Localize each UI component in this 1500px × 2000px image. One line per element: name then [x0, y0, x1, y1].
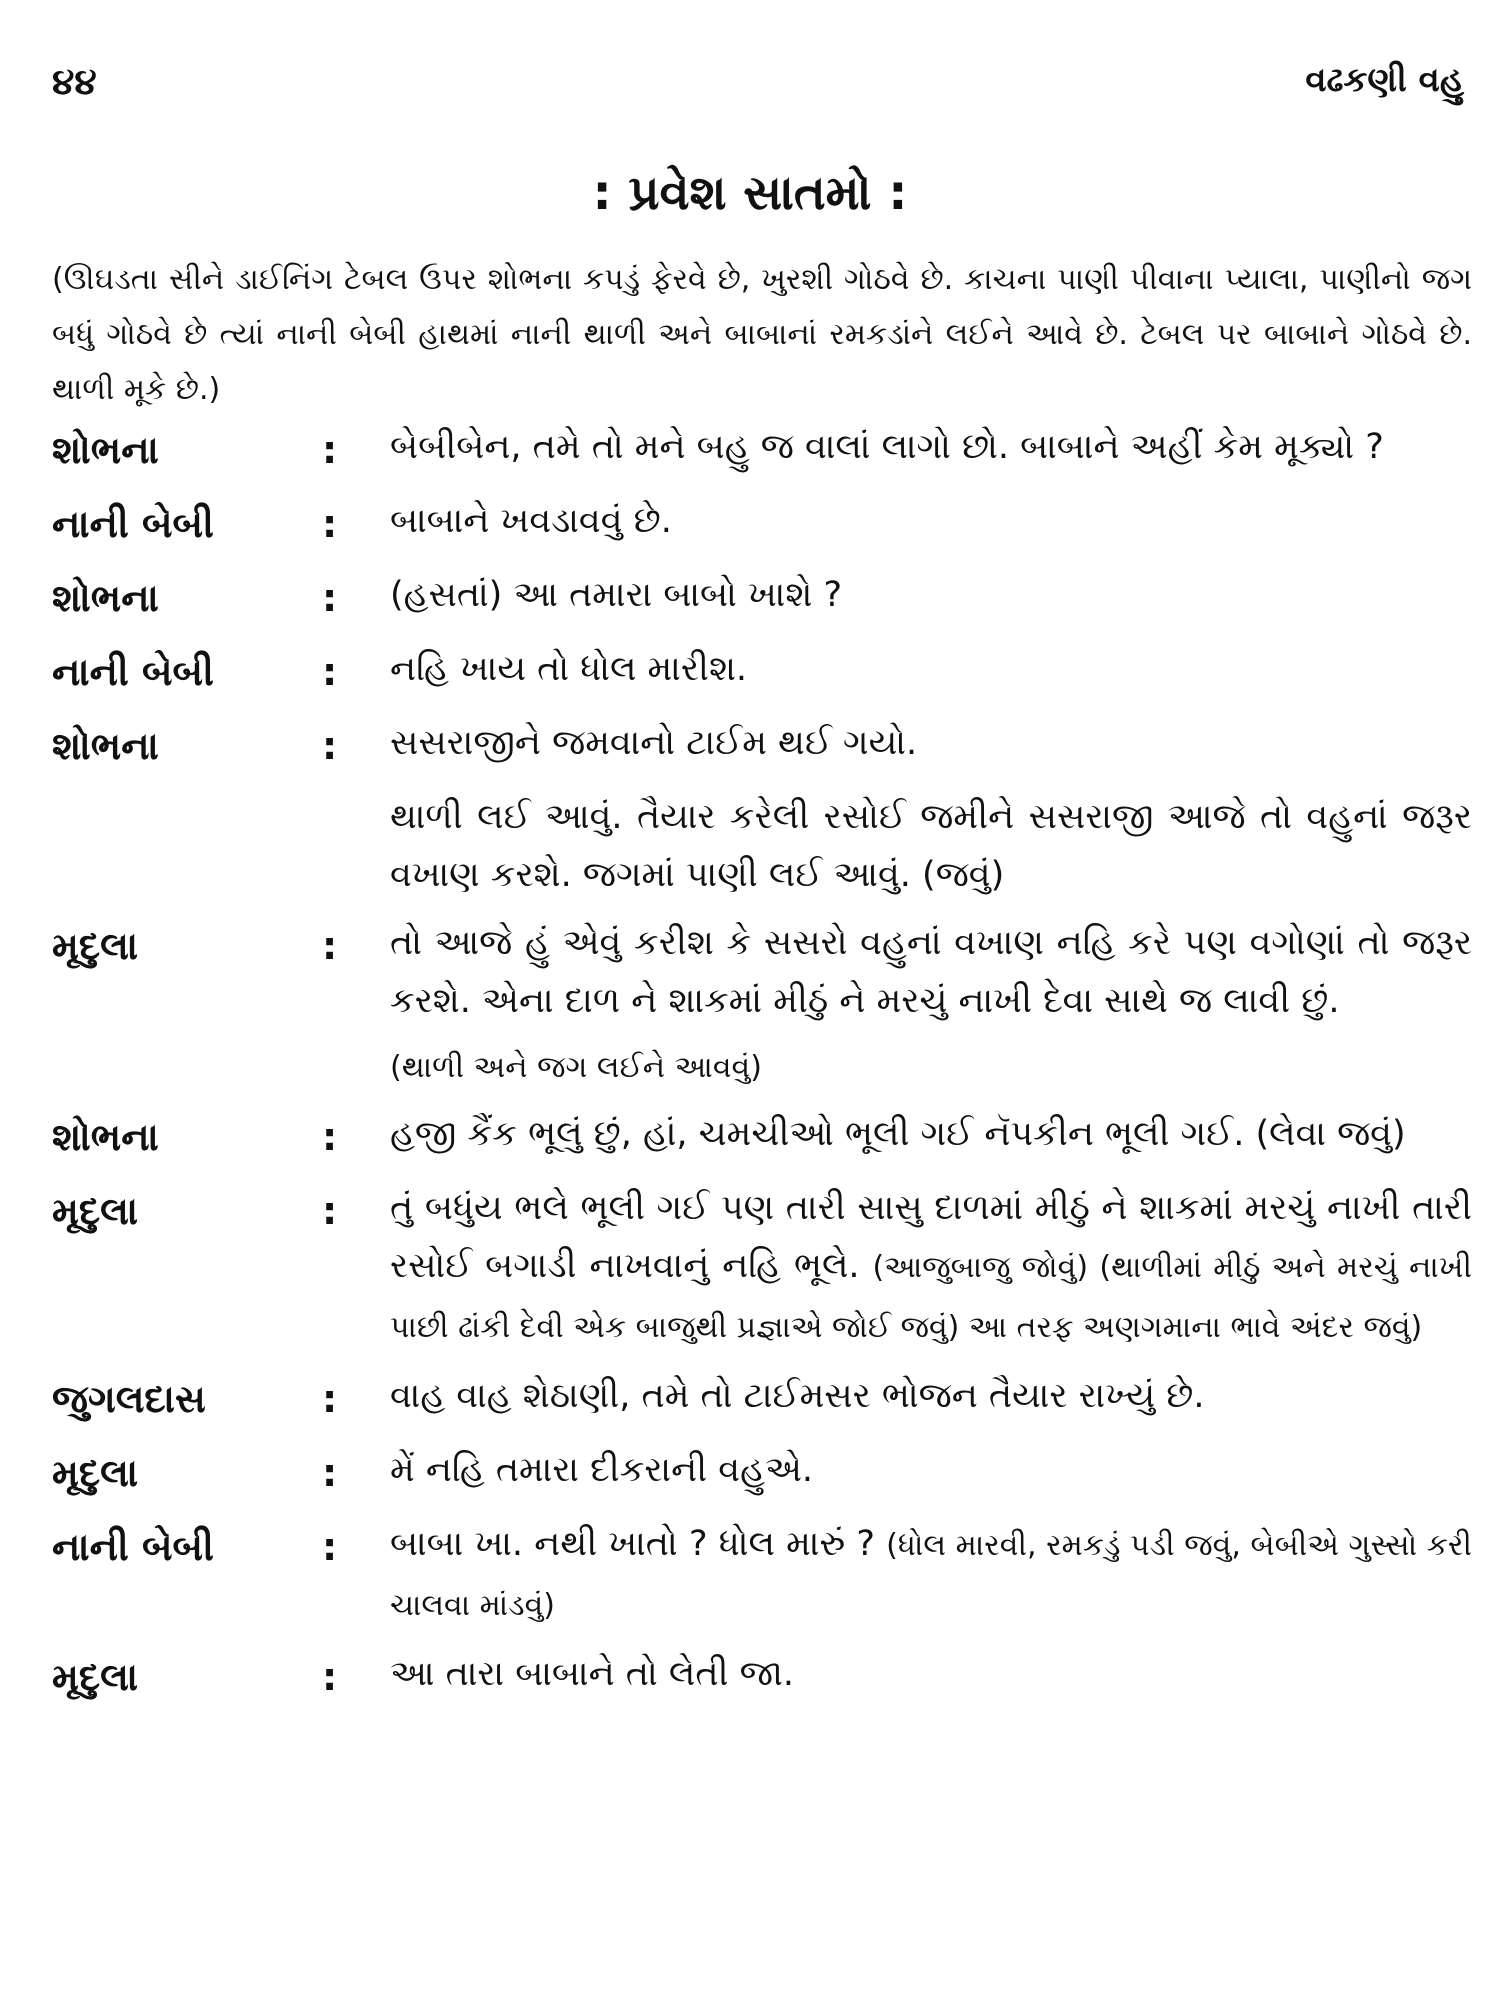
speaker-name: મૃદુલા: [52, 1655, 139, 1699]
dialogue-line: [52, 1367, 1472, 1431]
speech-text: વાહ વાહ શેઠાણી, તમે તો ટાઈમસર ભોજન તૈયાર રાખ્યું છે.: [390, 1376, 1205, 1416]
speaker-colon: :: [322, 650, 338, 694]
speaker-name: મૃદુલા: [52, 1189, 139, 1233]
speaker-name: શોભના: [52, 724, 159, 768]
speaker-colon: :: [322, 1655, 338, 1699]
speaker-name: નાની બેબી: [52, 650, 214, 694]
speaker-name: નાની બેબી: [52, 502, 214, 546]
dialogue-line: [52, 914, 1472, 1030]
speaker-colon: :: [322, 924, 338, 968]
speech-aside: (આજુબાજુ જોવું) (થાળીમાં મીઠું અને મરચું નાખી પાછી ઢાંકી દેવી એક બાજુથી પ્રજ્ઞાએ જોઈ જવું) આ તરફ અણગમાના ભાવે અંદર જવું): [390, 1250, 1472, 1345]
speaker-name: શોભના: [52, 1115, 159, 1159]
speech-text: તું બધુંય ભલે ભૂલી ગઈ પણ તારી સાસુ દાળમાં મીઠું ને શાકમાં મરચું નાખી તારી રસોઈ બગાડી નાખવાનું નહિ ભૂલે.: [390, 1188, 1472, 1286]
dialogue-line: [52, 566, 1472, 630]
dialogue-line: [52, 1179, 1472, 1357]
dialogue-line: [52, 1515, 1472, 1635]
dialogue: [52, 418, 1472, 1719]
speaker-colon: :: [322, 1525, 338, 1569]
speech-text: તો આજે હું એવું કરીશ કે સસરો વહુનાં વખાણ નહિ કરે પણ વગોણાં તો જરૂર કરશે. એના દાળ ને શાકમાં મીઠું ને મરચું નાખી દેવા સાથે જ લાવી છું.: [390, 923, 1472, 1021]
speaker-name: શોભના: [52, 576, 159, 620]
speech-text: બેબીબેન, તમે તો મને બહુ જ વાલાં લાગો છો. બાબાને અહીં કેમ મૂક્યો ?: [390, 427, 1384, 467]
speaker-colon: :: [322, 428, 338, 472]
speaker-colon: :: [322, 502, 338, 546]
speech-block: [390, 1179, 1472, 1357]
speech-continuation: થાળી લઈ આવું. તૈયાર કરેલી રસોઈ જમીને સસરાજી આજે તો વહુનાં જરૂર વખાણ કરશે. જગમાં પાણી લઈ આવું. (જવું): [390, 797, 1472, 895]
speech-text: નહિ ખાય તો ધોલ મારીશ.: [390, 649, 748, 689]
speech-text: મેં નહિ તમારા દીકરાની વહુએ.: [390, 1450, 814, 1490]
dialogue-line: [52, 1441, 1472, 1505]
speaker-colon: :: [322, 1451, 338, 1495]
speech-text: બાબાને ખવડાવવું છે.: [390, 501, 672, 541]
speaker-colon: :: [322, 1377, 338, 1421]
speaker-colon: :: [322, 1189, 338, 1233]
scene-title: : પ્રવેશ સાતમો :: [592, 165, 908, 221]
dialogue-continuation: [52, 788, 1472, 904]
speaker-name: મૃદુલા: [52, 1451, 139, 1495]
speaker-colon: :: [322, 1115, 338, 1159]
dialogue-line: [52, 640, 1472, 704]
speech-text: બાબા ખા. નથી ખાતો ? ધોલ મારું ?: [390, 1524, 875, 1564]
dialogue-line: [52, 714, 1472, 778]
speaker-colon: :: [322, 724, 338, 768]
speech-text: (હસતાં) આ તમારા બાબો ખાશે ?: [390, 575, 843, 615]
speech-text: હજી કૈંક ભૂલું છું, હાં, ચમચીઓ ભૂલી ગઈ નૅપકીન ભૂલી ગઈ. (લેવા જવું): [390, 1114, 1406, 1154]
dialogue-line: [52, 492, 1472, 556]
page-number: ૪૪: [52, 62, 97, 103]
running-head: વઢકણી વહુ: [1305, 60, 1464, 100]
speech-aside: (ધોલ મારવી, રમકડું પડી જવું, બેબીએ ગુસ્સો કરી ચાલવા માંડવું): [390, 1528, 1472, 1623]
speech-text: સસરાજીને જમવાનો ટાઈમ થઈ ગયો.: [390, 723, 918, 763]
speaker-name: જુગલદાસ: [52, 1377, 206, 1421]
inline-direction: (થાળી અને જગ લઈને આવવું): [390, 1050, 762, 1085]
speech-block: [390, 1515, 1472, 1635]
speaker-colon: :: [322, 576, 338, 620]
speaker-name: મૃદુલા: [52, 924, 139, 968]
dialogue-line: [52, 1105, 1472, 1169]
speaker-name: નાની બેબી: [52, 1525, 214, 1569]
stage-direction-line: [52, 1040, 1472, 1095]
stage-direction: (ઊઘડતા સીને ડાઈનિંગ ટેબલ ઉપર શોભના કપડું ફેરવે છે, ખુરશી ગોઠવે છે. કાચના પાણી પીવાના પ્યાલા, પાણીનો જગ બધું ગોઠવે છે ત્યાં નાની બેબી હાથમાં નાની થાળી અને બાબાનાં રમકડાંને લઈને આવે છે. ટેબલ પર બાબાને ગોઠવે છે. થાળી મૂકે છે.): [52, 262, 1472, 407]
dialogue-line: [52, 418, 1472, 482]
dialogue-line: [52, 1645, 1472, 1709]
speaker-name: શોભના: [52, 428, 159, 472]
speech-text: આ તારા બાબાને તો લેતી જા.: [390, 1654, 795, 1694]
